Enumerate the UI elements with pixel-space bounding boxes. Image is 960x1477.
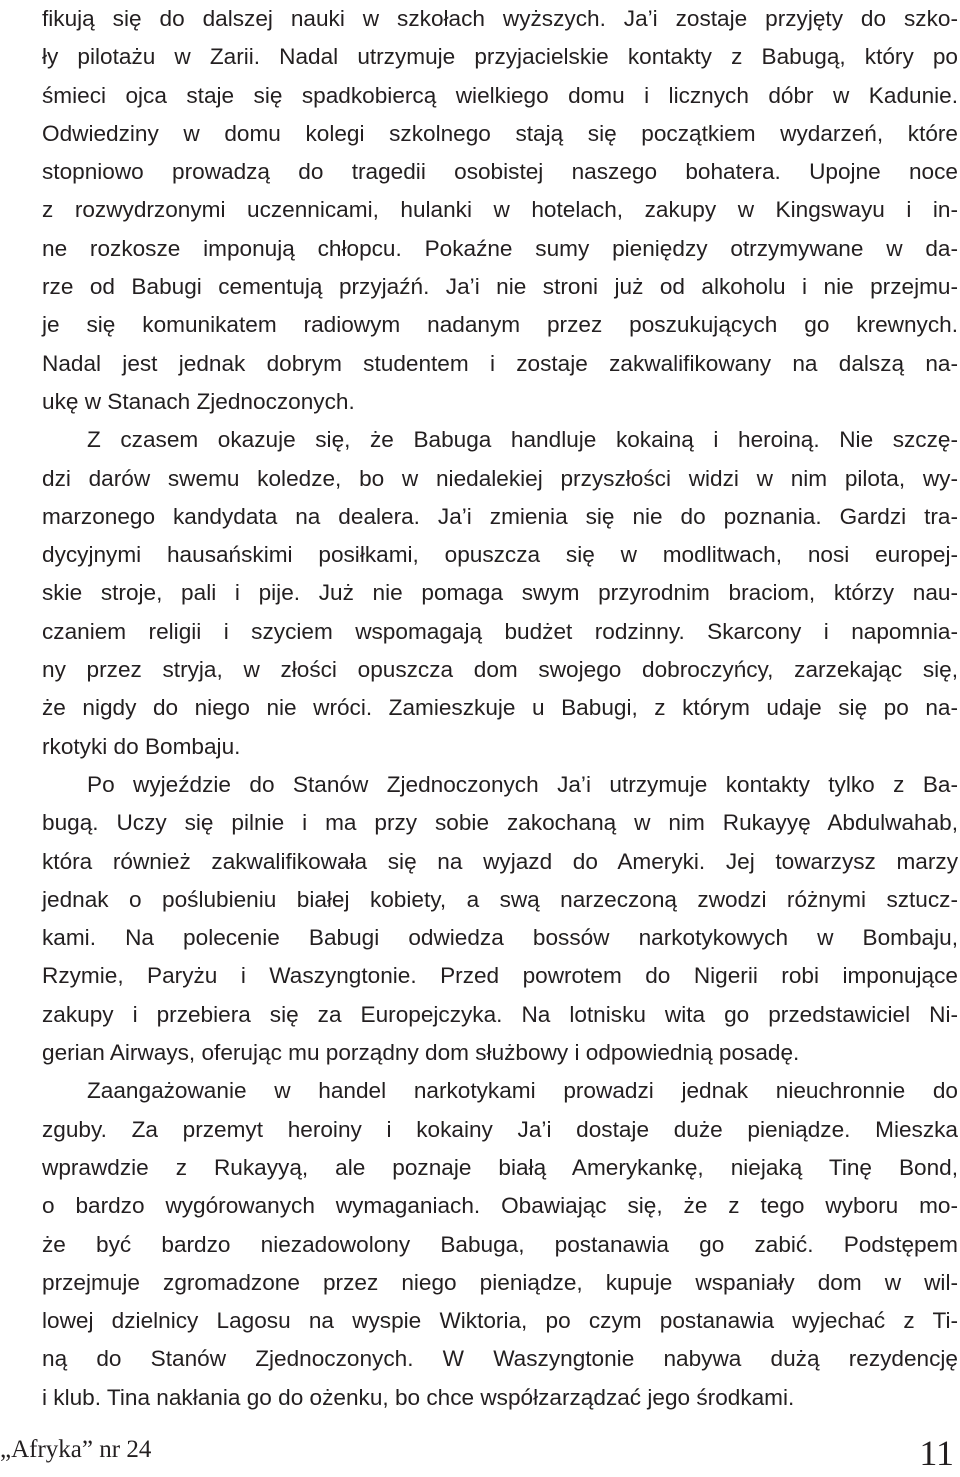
text-line: ny przez stryja, w złości opuszcza dom swojego dobroczyńcy, zarzekając się, [42,657,958,683]
text-line: ły pilotażu w Zarii. Nadal utrzymuje przyjacielskie kontakty z Babugą, który po [42,44,958,70]
text-line: fikują się do dalszej nauki w szkołach wyższych. Ja’i zostaje przyjęty do szko- [42,6,958,31]
text-line: Odwiedziny w domu kolegi szkolnego stają się początkiem wydarzeń, które [42,120,958,146]
text-line: i klub. Tina nakłania go do ożenku, bo chce współzarządzać jego środkami. [42,1384,795,1410]
text-line: że być bardzo niezadowolony Babuga, postanawia go zabić. Podstępem [42,1231,958,1257]
text-line: wprawdzie z Rukayyą, ale poznaje białą Amerykankę, niejaką Tinę Bond, [42,1154,958,1180]
text-line: Rzymie, Paryżu i Waszyngtonie. Przed powrotem do Nigerii robi imponujące [42,963,958,989]
text-line: bugą. Uczy się pilnie i ma przy sobie zakochaną w nim Rukayyę Abdulwahab, [42,810,958,836]
text-line: z rozwydrzonymi uczennicami, hulanki w hotelach, zakupy w Kingswayu i in- [42,197,958,223]
article-body [42,0,958,1417]
text-line: przejmuje zgromadzone przez niego pieniądze, kupuje wspaniały dom w wil- [42,1269,958,1295]
page-number: 11 [919,1433,954,1473]
text-line: ną do Stanów Zjednoczonych. W Waszyngtonie nabywa dużą rezydencję [42,1346,958,1372]
paragraph [42,0,958,421]
text-line: rkotyki do Bombaju. [42,733,241,759]
text-line: ukę w Stanach Zjednoczonych. [42,388,355,414]
text-line: Nadal jest jednak dobrym studentem i zostaje zakwalifikowany na dalszą na- [42,350,958,376]
paragraph [42,766,958,1072]
text-line: Zaangażowanie w handel narkotykami prowadzi jednak nieuchronnie do [87,1078,958,1104]
text-line: je się komunikatem radiowym nadanym przez poszukujących go krewnych. [42,312,958,338]
paragraph [42,1072,958,1417]
text-line: która również zakwalifikowała się na wyjazd do Ameryki. Jej towarzysz marzy [42,848,958,874]
text-line: stopniowo prowadzą do tragedii osobistej naszego bohatera. Upojne noce [42,159,958,185]
text-line: marzonego kandydata na dealera. Ja’i zmienia się nie do poznania. Gardzi tra- [42,503,958,529]
text-line: lowej dzielnicy Lagosu na wyspie Wiktoria, po czym postanawia wyjechać z Ti- [42,1308,958,1334]
text-line: rze od Babugi cementują przyjaźń. Ja’i nie stroni już od alkoholu i nie przejmu- [42,274,958,300]
text-line: jednak o poślubieniu białej kobiety, a swą narzeczoną zwodzi różnymi sztucz- [42,886,958,912]
text-line: dzi darów swemu koledze, bo w niedalekiej przyszłości widzi w nim pilota, wy- [42,465,958,491]
text-line: Z czasem okazuje się, że Babuga handluje kokainą i heroiną. Nie szczę- [87,427,958,453]
text-line: o bardzo wygórowanych wymaganiach. Obawiając się, że z tego wyboru mo- [42,1193,958,1219]
text-line: kami. Na polecenie Babugi odwiedza bossów narkotykowych w Bombaju, [42,925,958,951]
paragraph [42,421,958,766]
text-line: zguby. Za przemyt heroiny i kokainy Ja’i dostaje duże pieniądze. Mieszka [42,1116,958,1142]
text-line: gerian Airways, oferując mu porządny dom służbowy i odpowiednią posadę. [42,1040,800,1066]
text-line: Po wyjeździe do Stanów Zjednoczonych Ja’i utrzymuje kontakty tylko z Ba- [87,771,958,797]
text-line: ne rozkosze imponują chłopcu. Pokaźne sumy pieniędzy otrzymywane w da- [42,235,958,261]
text-line: skie stroje, pali i pije. Już nie pomaga swym przyrodnim braciom, którzy nau- [42,580,958,606]
text-line: dycyjnymi hausańskimi posiłkami, opuszcza się w modlitwach, nosi europej- [42,542,958,568]
text-line: że nigdy do niego nie wróci. Zamieszkuje u Babugi, z którym udaje się po na- [42,695,958,721]
text-line: śmieci ojca staje się spadkobiercą wielkiego domu i licznych dóbr w Kadunie. [42,82,958,108]
journal-issue-footer: „Afryka” nr 24 [0,1436,152,1463]
text-line: czaniem religii i szyciem wspomagają budżet rodzinny. Skarcony i napomnia- [42,618,958,644]
text-line: zakupy i przebiera się za Europejczyka. Na lotnisku wita go przedstawiciel Ni- [42,1001,958,1027]
